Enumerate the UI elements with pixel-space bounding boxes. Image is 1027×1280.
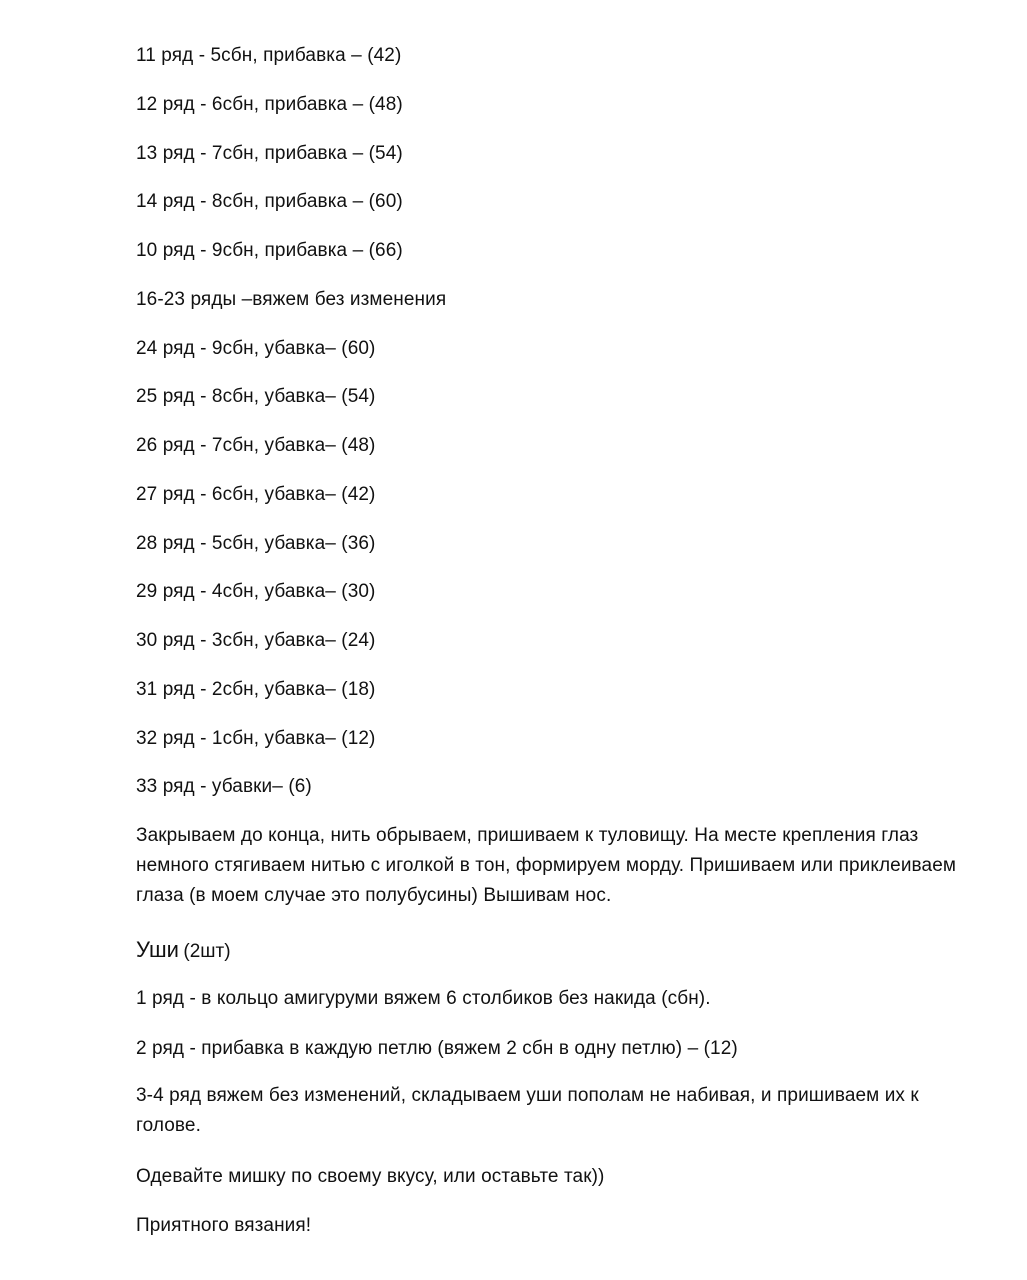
row-24: 24 ряд - 9сбн, убавка– (60) <box>136 338 376 359</box>
row-27: 27 ряд - 6сбн, убавка– (42) <box>136 484 376 505</box>
row-28: 28 ряд - 5сбн, убавка– (36) <box>136 533 376 554</box>
row-29: 29 ряд - 4сбн, убавка– (30) <box>136 581 376 602</box>
ears-step-2: 2 ряд - прибавка в каждую петлю (вяжем 2 сбн в одну петлю) – (12) <box>136 1038 738 1059</box>
row-31: 31 ряд - 2сбн, убавка– (18) <box>136 679 376 700</box>
farewell: Приятного вязания! <box>136 1215 312 1236</box>
row-13: 13 ряд - 7сбн, прибавка – (54) <box>136 143 403 164</box>
dress-note: Одевайте мишку по своему вкусу, или оставьте так)) <box>136 1166 605 1187</box>
row-25: 25 ряд - 8сбн, убавка– (54) <box>136 386 376 407</box>
closing-paragraph: Закрываем до конца, нить обрываем, пришиваем к туловищу. На месте крепления глаз немного стягиваем нитью с иголкой в тон, формируем морду. Пришиваем или приклеиваем глаза (в моем случае это полубусины) Вышивам нос. <box>136 825 957 906</box>
row-26: 26 ряд - 7сбн, убавка– (48) <box>136 435 376 456</box>
ears-step-1: 1 ряд - в кольцо амигуруми вяжем 6 столбиков без накида (сбн). <box>136 988 711 1009</box>
ears-heading <box>136 937 231 966</box>
ears-count: (2шт) <box>183 941 231 962</box>
row-30: 30 ряд - 3сбн, убавка– (24) <box>136 630 376 651</box>
row-33: 33 ряд - убавки– (6) <box>136 776 312 797</box>
row-15: 10 ряд - 9сбн, прибавка – (66) <box>136 240 403 261</box>
ears-title: Уши <box>136 937 179 962</box>
row-32: 32 ряд - 1сбн, убавка– (12) <box>136 728 376 749</box>
row-14: 14 ряд - 8сбн, прибавка – (60) <box>136 191 403 212</box>
rows-16-23: 16-23 ряды –вяжем без изменения <box>136 289 447 310</box>
ears-step-3: 3-4 ряд вяжем без изменений, складываем уши пополам не набивая, и пришиваем их к голове. <box>136 1085 919 1136</box>
row-12: 12 ряд - 6сбн, прибавка – (48) <box>136 94 403 115</box>
row-11: 11 ряд - 5сбн, прибавка – (42) <box>136 45 402 66</box>
